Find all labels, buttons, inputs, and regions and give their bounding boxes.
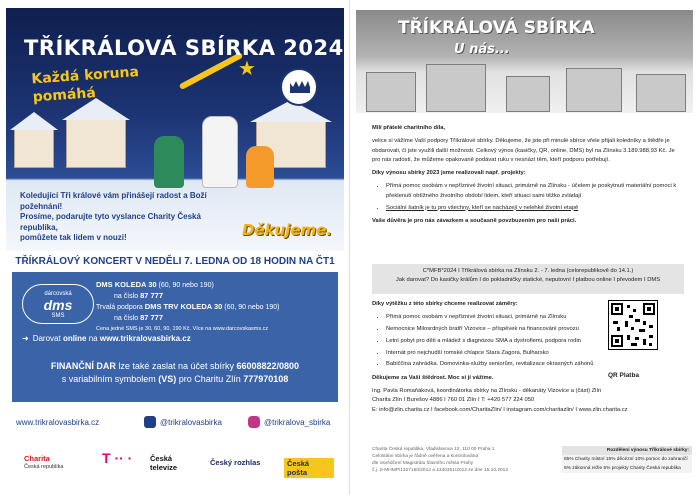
- split-heading: Rozdělení výnosu Tříkrálové sbírky:: [562, 446, 692, 455]
- king-figure: [246, 146, 274, 188]
- banner-title: TŘÍKRÁLOVÁ SBÍRKA: [398, 18, 595, 38]
- donation-box: [12, 272, 338, 402]
- split-line: 5% zákonná režie 5% projekty Charity Česká republika: [564, 466, 681, 471]
- appeal-line: Prosíme, podarujte tyto vyslance Charity Česká republika,: [20, 212, 201, 232]
- partner-logos: [24, 452, 334, 478]
- dms-code: DMS KOLEDA 30: [96, 280, 157, 289]
- concert-announcement: TŘÍKRÁLOVÝ KONCERT V NEDĚLI 7. LEDNA OD 18 HODIN NA ČT1: [15, 256, 335, 267]
- dms-line: [96, 280, 280, 291]
- list-item: • Přímá pomoc osobám v nepříznivé životní situaci, primárně na Zlínsku - účelem je poskytnutí materiální pomoci k překlenutí obtížného životního období lidem, kteří situaci sami těžko zvládají: [386, 182, 684, 201]
- fin-account: 66008822/0800: [236, 361, 300, 371]
- footer-line: č.j. S-MHMP/1327150/2012 a 1340351/2012 ze dne 15.10.2012: [372, 468, 509, 473]
- online-mid: na: [86, 334, 100, 343]
- arrow-right-icon: ➜: [22, 334, 29, 343]
- list-item: • Sociální šatník je tu pro všechny, kteří se nacházejí v nelehké životní etapě: [386, 204, 684, 213]
- facebook-link[interactable]: @trikralovasbirka: [160, 418, 222, 427]
- posta-logo: Česká pošta: [284, 458, 334, 478]
- plans-heading: Díky výtěžku z této sbírky chceme realizovat záměry:: [372, 301, 518, 307]
- thanks-line: Děkujeme za Vaši štědrost. Moc si jí vážíme.: [372, 374, 494, 381]
- poster-illustration: [6, 8, 344, 251]
- poster-slogan: [31, 62, 163, 107]
- online-url: www.trikralovasbirka.cz: [99, 334, 191, 343]
- list-item: • Internát pro nejchudší romské chlapce Stara Zagora, Bulharsko: [386, 349, 600, 358]
- fin-symbol: 777970108: [243, 374, 289, 384]
- footer-line: Charita Česká republika, Vladislavova 12, 110 00 Praha 1: [372, 447, 495, 452]
- dms-line: [96, 302, 280, 313]
- fin-label: FINANČNÍ DAR: [50, 361, 116, 371]
- signature-line: E: info@zlin.charita.cz I facebook.com/CharitaZlin/ I instagram.com/charitazlin/ I www.zlin.charita.cz: [372, 406, 628, 413]
- dms-to: na číslo: [114, 315, 141, 322]
- letter-page: [350, 0, 700, 495]
- facebook-icon: [144, 416, 156, 428]
- online-bold: online: [62, 334, 87, 343]
- dms-logo: [22, 284, 94, 324]
- ct-name: Česká: [150, 454, 173, 463]
- social-links: [12, 414, 338, 432]
- footer-line: dle osvědčení Magistrátu hlavního města Prahy: [372, 461, 474, 466]
- house-illustration: [66, 118, 126, 168]
- qr-label: QR Platba: [608, 372, 640, 379]
- split-line: 65% Charity místní 15% děcézní 10% pomoc do zahraničí: [564, 457, 688, 462]
- list-item: • Přímá pomoc osobám v nepříznivé životní situaci, primárně na Zlínsku: [386, 313, 600, 322]
- dms-price: Cena jedné SMS je 30, 60, 90, 190 Kč. Více na www.darcovskasms.cz: [96, 326, 269, 332]
- projects-heading: Díky výnosu sbírky 2023 jsme realizovali např. projekty:: [372, 170, 526, 177]
- crowns-icon: [288, 77, 312, 97]
- slogan-line: Každá koruna: [30, 64, 140, 88]
- rozhlas-logo: Český rozhlas: [210, 458, 261, 467]
- ct-sub: televize: [150, 463, 178, 472]
- info-line: C*MFB*2024 I Tříkrálová sbírka na Zlínsku 2. - 7. ledna (celorepublikově do 14.1.): [422, 268, 634, 274]
- house-illustration: [566, 68, 622, 112]
- roof-illustration: [10, 112, 58, 130]
- info-line: Jak darovat? Do kasičky králům I do pokladničky statické, neputovní I platbou online I převodem I DMS: [395, 277, 661, 283]
- list-item: • Nemocnice Milosrdných bratří Vizovice – příspěvek na financování provozu: [386, 325, 600, 334]
- poster-title: TŘÍKRÁLOVÁ SBÍRKA 2024: [24, 36, 344, 60]
- king-figure: [202, 116, 238, 188]
- online-pre: Darovat: [32, 334, 63, 343]
- list-item: • Babiččina zahrádka. Domovinka-služby seniorům, revitalizace okrasných záhonů: [386, 360, 600, 369]
- fin-line: [12, 360, 338, 373]
- charita-logo: [24, 454, 63, 472]
- dms-number: 87 777: [140, 313, 164, 322]
- king-figure: [154, 136, 184, 188]
- poster-appeal: [20, 191, 240, 244]
- appeal-line: pomůžete tak lidem v nouzi!: [20, 233, 127, 242]
- dms-line: [96, 291, 280, 302]
- greeting: Milí přátelé charitního díla,: [372, 125, 446, 131]
- instagram-link[interactable]: @trikralova_sbirka: [264, 418, 331, 427]
- charita-name: Charita: [24, 454, 50, 463]
- financial-gift: [12, 360, 338, 386]
- house-illustration: [636, 74, 686, 112]
- house-illustration: [506, 76, 550, 112]
- slogan-line: pomáhá: [32, 85, 97, 106]
- intro-paragraph: velice si vážíme Vaší podpory Tříkrálové sbírky. Děkujeme, že jste při minulé sbírce vřele přijali koledníky a štědře je obdarovali, či jste využili další možnosti. Celkový výnos (kasičky, QR, online, DMS) byl na Zlínsku 3.189.988,93 Kč. Je pro nás radostí, že můžeme opakovaně podávat ruku v nesnází těm, kteří podporu potřebují.: [372, 138, 675, 163]
- fin-text: pro Charitu Zlín: [176, 374, 244, 384]
- signature-line: Ing. Pavla Romaňáková, koordinátorka sbírky na Zlínsku - děkanáty Vizovice a (část) Zlín: [372, 388, 602, 395]
- house-illustration: [14, 128, 54, 168]
- qr-pattern: [609, 301, 657, 349]
- dms-logo-main: dms: [43, 297, 73, 313]
- list-item: • Letní pobyt pro děti a mládež s diagnózou SMA a dystrofiemi, podpora rodin: [386, 337, 600, 346]
- fin-text: s variabilním symbolem: [61, 374, 159, 384]
- footer-line: Celostátní sbírka je řádně ověřena a kontrolována: [372, 454, 479, 459]
- dms-line: [96, 313, 280, 324]
- fin-line: [12, 373, 338, 386]
- house-illustration: [366, 72, 416, 112]
- appeal-line: Koledující Tři králové vám přinášejí radost a Boží požehnání!: [20, 191, 207, 211]
- dms-logo-bottom: SMS: [51, 313, 65, 319]
- banner-subtitle: U nás...: [454, 42, 510, 57]
- qr-code: [608, 300, 658, 350]
- telekom-logo: T ·· ·: [102, 450, 133, 466]
- tks-logo: [280, 68, 318, 106]
- poster-thanks: Děkujeme.: [242, 221, 333, 239]
- dms-to: na číslo: [114, 293, 141, 300]
- trust-statement: Vaše důvěra je pro nás závazkem a současně povzbuzením pro naši práci.: [372, 217, 577, 224]
- house-illustration: [426, 64, 486, 112]
- dms-trv-amounts: (60, 90 nebo 190): [222, 304, 280, 311]
- online-donation-link[interactable]: [22, 334, 191, 343]
- star-icon: ★: [238, 58, 256, 80]
- ct-logo: [150, 454, 177, 472]
- dms-logo-top: dárcovská: [44, 291, 72, 297]
- village-banner: [356, 10, 693, 113]
- instagram-icon: [248, 416, 260, 428]
- revenue-split-box: [562, 446, 692, 473]
- dms-number: 87 777: [140, 291, 164, 300]
- website-link[interactable]: www.trikralovasbirka.cz: [16, 418, 100, 427]
- signature-line: Charita Zlín I Burešov 4886 I 760 01 Zlín I T: +420 577 224 050: [372, 397, 535, 404]
- letter-body: [372, 124, 684, 230]
- charita-sub: Česká republika: [24, 464, 64, 470]
- fin-text: lze také zaslat na účet sbírky: [115, 361, 237, 371]
- projects-list: [386, 182, 684, 212]
- collection-info-box: [372, 264, 684, 294]
- dms-trv-code: DMS TRV KOLEDA 30: [144, 302, 223, 311]
- dms-instructions: [96, 280, 280, 334]
- dms-trv-pre: Trvalá podpora: [96, 304, 145, 311]
- fin-vs: (VS): [158, 374, 177, 384]
- plans-list: [386, 313, 600, 369]
- dms-amounts: (60, 90 nebo 190): [156, 282, 214, 289]
- legal-footer: [372, 446, 552, 474]
